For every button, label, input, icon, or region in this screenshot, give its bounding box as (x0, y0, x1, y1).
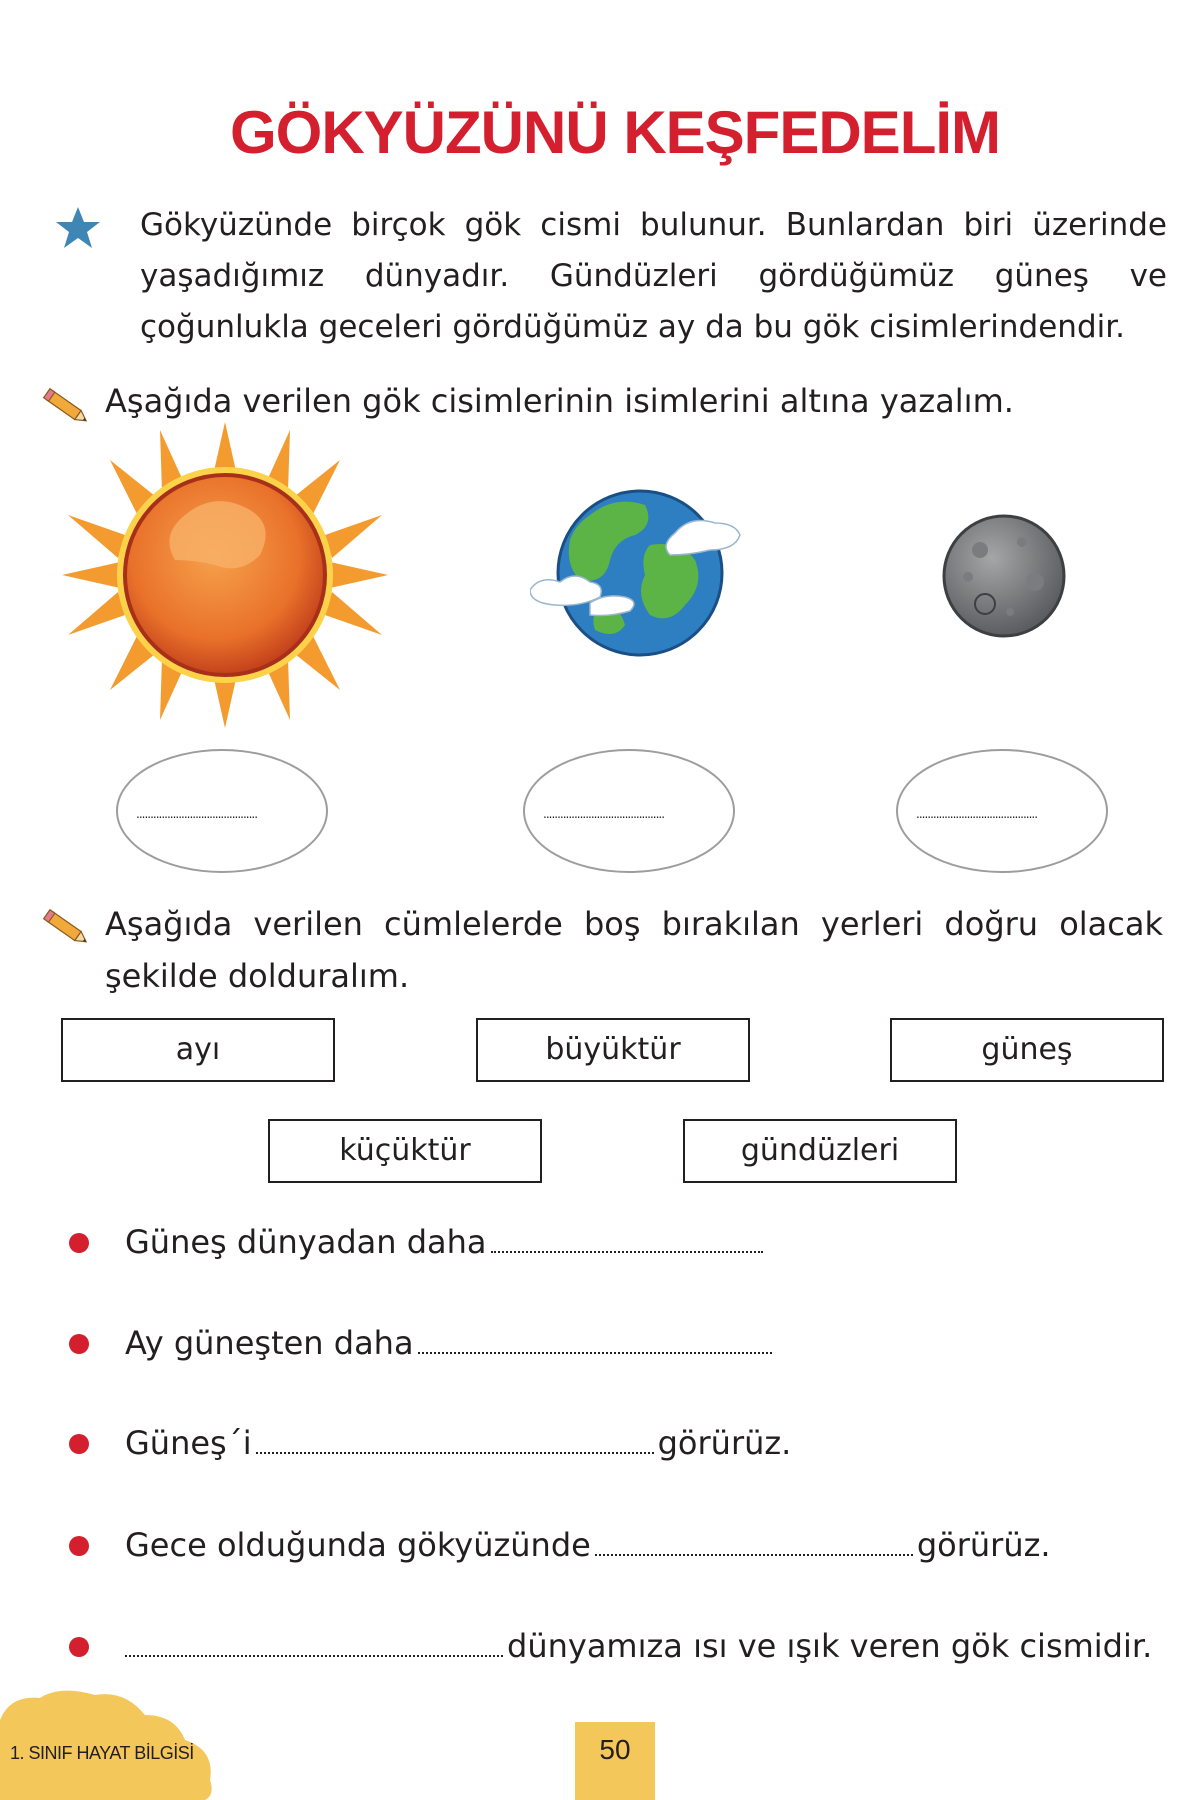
word-box-ayi: ayı (61, 1018, 335, 1082)
pencil-icon (42, 907, 92, 951)
sentence-text: Gece olduğunda gökyüzünde (125, 1526, 591, 1564)
answer-oval-earth[interactable] (523, 749, 735, 873)
answer-oval-sun[interactable] (116, 749, 328, 873)
sentence-4 (125, 1522, 1051, 1568)
fill-blank[interactable] (418, 1346, 772, 1354)
sentence-text: dünyamıza ısı ve ışık veren gök cismidir. (507, 1627, 1153, 1665)
answer-oval-moon[interactable] (896, 749, 1108, 873)
fill-blank[interactable] (256, 1446, 654, 1454)
sentence-3 (125, 1420, 791, 1466)
word-box-kucuktur: küçüktür (268, 1119, 542, 1183)
answer-blank: ........................................... (136, 807, 258, 821)
sentence-2 (125, 1320, 776, 1366)
word-box-buyuktur: büyüktür (476, 1018, 750, 1082)
bullet (69, 1334, 89, 1354)
page-number: 50 (575, 1722, 655, 1800)
bullet (69, 1536, 89, 1556)
instruction-fill-blanks: Aşağıda verilen cümlelerde boş bırakılan yerleri doğru olacak şekilde dolduralım. (105, 905, 1163, 995)
sentence-text: Ay güneşten daha (125, 1324, 414, 1362)
word-box-gunes: güneş (890, 1018, 1164, 1082)
intro-paragraph: Gökyüzünde birçok gök cismi bulunur. Bunlardan biri üzerinde yaşadığımız dünyadır. Gündüzleri gördüğümüz güneş ve çoğunlukla geceleri gördüğümüz ay da bu gök cisimlerindendir. (140, 207, 1167, 345)
bullet (69, 1637, 89, 1657)
fill-blank[interactable] (595, 1548, 913, 1556)
bullet (69, 1233, 89, 1253)
sentence-5 (125, 1623, 1152, 1669)
sentence-1 (125, 1219, 767, 1265)
answer-blank: ........................................... (916, 807, 1038, 821)
sun-icon (60, 420, 390, 730)
sentence-text: görürüz. (657, 1424, 792, 1462)
answer-blank: ........................................... (543, 807, 665, 821)
star-icon (55, 206, 101, 250)
sentence-text: Güneş dünyadan daha (125, 1223, 487, 1261)
footer-course-label: 1. SINIF HAYAT BİLGİSİ (10, 1743, 194, 1763)
bullet (69, 1434, 89, 1454)
fill-blank[interactable] (491, 1245, 763, 1253)
sentence-text: Güneş´i (125, 1424, 252, 1462)
word-box-gunduzleri: gündüzleri (683, 1119, 957, 1183)
earth-icon (530, 485, 745, 660)
fill-blank[interactable] (125, 1649, 503, 1657)
instruction-name-objects: Aşağıda verilen gök cisimlerinin isimlerini altına yazalım. (105, 382, 1014, 420)
sentence-text: görürüz. (916, 1526, 1051, 1564)
page-title: GÖKYÜZÜNÜ KEŞFEDELİM (229, 99, 1001, 166)
moon-icon (940, 512, 1068, 640)
